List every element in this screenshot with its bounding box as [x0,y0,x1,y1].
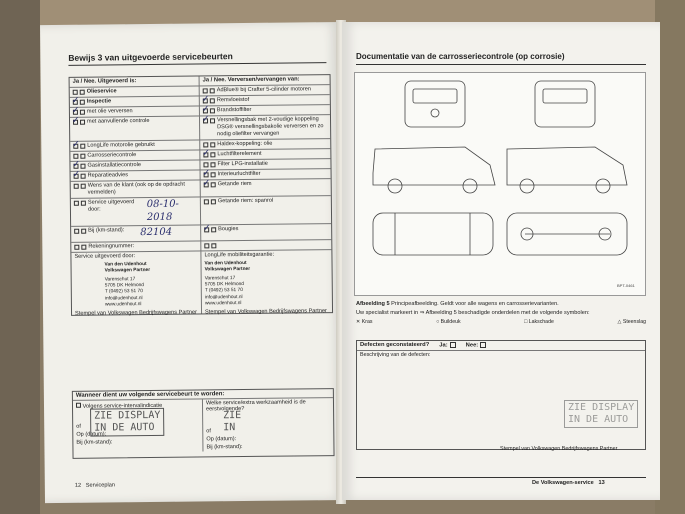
right-stamp-caption: Stempel van Volkswagen Bedrijfswagens Partner [500,446,618,452]
dealer-web-2: www.udenhout.nl [204,300,242,307]
checkbox-no[interactable] [211,243,216,248]
wheel-1 [388,179,402,193]
legend-dent-label: Buildeuk [440,319,461,325]
checkbox[interactable] [204,243,209,248]
stamp-line-1: ZIE DISPLAY [94,409,161,422]
checkbox-no[interactable] [210,99,215,104]
defects-no[interactable] [466,342,487,349]
vehicle-diagram [354,72,646,296]
row-label: Versnellingsbak met 2-voudige koppeling DSG® versnellingsbakolie verversen en zo nodig oliefilter vervangen [216,116,324,138]
dealer-stamp-right [201,250,332,316]
figure-caption [356,301,559,307]
footer-rule [356,477,646,478]
checkbox-no[interactable] [81,184,86,189]
title-rule [68,62,326,66]
checkbox[interactable] [204,182,209,187]
row-cell-left [71,198,201,226]
stamp-label-left: Stempel van Volkswagen Bedrijfswagens Partner [75,309,197,317]
checkbox-no[interactable] [80,120,85,125]
checkbox-no[interactable] [80,154,85,159]
row-label: Rekeningnummer: [88,242,135,250]
table-row [71,196,331,227]
checkbox[interactable] [74,244,79,249]
row-cell-left [70,161,200,171]
left-page-number: 12 [74,482,82,489]
next-right-label: Welke service/extra werkzaamheid is de eerstvolgende? [205,399,306,413]
checkbox[interactable] [74,174,79,179]
zie-display-stamp [90,408,165,437]
row-cell-right [201,169,331,179]
defects-box [356,340,646,450]
yes-checkbox[interactable] [450,342,456,348]
checkbox[interactable] [73,120,78,125]
checkbox-no[interactable] [81,244,86,249]
dealer-phone: T (0492) 53 51 70 [104,289,143,295]
right-footer [532,480,605,486]
checkbox-no[interactable] [211,227,216,232]
rear-window [543,89,587,103]
next-km-left: Bij (km-stand): [76,439,113,446]
row-label: Wens van de klant (ook op de opdracht vermelden) [87,181,185,196]
dealer-email: info@udenhout.nl [104,295,143,302]
service-date-handwritten: 08-10-2018 [146,198,179,223]
next-of-left: of [76,423,81,430]
dealer-city-2: 5705 DK Helmond [204,282,244,288]
row-label: Gasinstallatiecontrole [87,162,142,169]
no-checkbox[interactable] [480,342,486,348]
checkbox[interactable] [203,153,208,158]
dealer-stamp [75,262,151,309]
figure-caption-text: Principeafbeelding. Geldt voor alle wagens en carrosserievarianten. [391,301,559,307]
left-page-title: Bewijs 3 van uitgevoerde servicebeurten [68,51,233,63]
right-page-title: Documentatie van de carrosseriecontrole (op corrosie) [356,52,565,61]
row-cell-right [201,240,331,250]
checkbox-no[interactable] [211,172,216,177]
figure-label: Afbeelding 5 [356,301,390,307]
row-cell-right [201,196,331,224]
van-top-view [373,213,493,255]
row-cell-right [200,159,330,169]
checkbox-no[interactable] [80,144,85,149]
front-badge [431,109,439,117]
row-label: Reparatieadvies [87,172,129,179]
row-cell-left [70,107,200,117]
right-footer-text: De Volkswagen-service [532,480,594,486]
dealer-web: www.udenhout.nl [104,302,142,308]
dealer-sub: Volkswagen Partner [104,267,151,274]
next-km-right: Bij (km-stand): [206,444,243,451]
wheel-3 [520,179,534,193]
wheel-4 [596,179,610,193]
checkbox-no[interactable] [210,119,215,124]
checkbox-no[interactable] [80,164,85,169]
row-label: Filter LPG-installatie [217,160,268,168]
dealer-stamp-left [71,251,202,317]
defects-title: Defecten geconstateerd? [360,342,430,349]
km-handwritten: 82104 [140,226,173,239]
row-label: Bij (km-stand): [88,227,125,234]
dealer-city: 5705 DK Helmond [104,283,144,289]
checkbox-no[interactable] [81,201,86,206]
row-cell-right [200,85,330,95]
dealer-name: Van den Udenhout [104,261,147,267]
dealer-email-2: info@udenhout.nl [204,294,243,301]
row-label: Inspectie [86,98,112,105]
checkbox-no[interactable] [211,199,216,204]
legend-scratch: ✕ Kras [356,319,373,325]
row-cell-left [71,171,201,181]
row-label: Luchtfilterelement [217,150,262,158]
legend-dent: ○ Buildeuk [436,319,461,325]
title-rule-right [356,64,646,65]
next-left-label: Volgens service-intervalindicatie [82,402,163,410]
table-row [70,115,330,142]
next-of-right: of [206,428,211,435]
row-cell-left [71,181,201,198]
wheel-2 [463,179,477,193]
row-cell-left [71,226,201,242]
dealer-sub-2: Volkswagen Partner [204,266,251,273]
yes-label: Ja: [439,342,448,349]
checkbox-no[interactable] [81,174,86,179]
damage-legend [356,319,646,325]
row-label: Olieservice [86,88,117,95]
stamp-line-2: IN DE AUTO [94,421,155,434]
header-left: Ja / Nee. Uitgevoerd is: [70,76,200,87]
van-front-view [405,81,465,127]
checkbox-no[interactable] [80,90,85,95]
stamp-small-line-2: IN [223,422,236,434]
left-footer-text: Serviceplan [85,482,116,489]
checkbox-no[interactable] [211,182,216,187]
row-label: Brandstoffilter [216,107,252,114]
dealer-stamp-row [71,250,332,315]
checkbox[interactable] [203,119,208,124]
dealer-phone-2: T (0492) 53 51 70 [204,288,243,294]
row-label: Getande riem [217,181,252,188]
row-label: Bougies [218,226,239,233]
legend-scratch-label: Kras [361,319,373,325]
defects-header [357,341,645,351]
legend-paint: □ Lakschade [524,319,554,325]
checkbox[interactable] [73,144,78,149]
faded-stamp-line-2: IN DE AUTO [568,414,629,425]
row-cell-right [201,179,331,196]
row-label: Haldex-koppeling: olie [217,140,273,148]
legend-stone: △ Steenslag [617,319,646,325]
left-footer [75,482,115,488]
row-cell-left [70,141,200,151]
row-label: Interieurluchtfilter [217,170,261,178]
dealer-stamp-2 [204,260,250,307]
checkbox-no[interactable] [210,89,215,94]
row-cell-right [200,115,330,139]
row-label: LongLife motorolie gebruikt [87,142,155,149]
windscreen [413,89,457,103]
defects-description-label: Beschrijving van de defecten: [360,351,431,358]
left-page [40,22,345,503]
stamp-small-line-1: ZIE [223,410,242,422]
next-date-left: Op (datum): [76,431,107,438]
zie-stamp-small [220,409,244,435]
row-cell-left [70,151,200,161]
service-by-label: Service uitgevoerd door: [74,252,136,260]
row-cell-right [200,105,330,115]
checkbox-no[interactable] [80,100,85,105]
figure-code: BPT-0461 [617,283,635,288]
legend-paint-label: Lakschade [528,319,554,325]
row-cell-right [201,224,331,240]
row-label: Carrosseriecontrole [87,152,137,159]
row-label: Remvloeistof [216,97,250,104]
row-label: AdBlue® bij Crafter 5-cilinder motoren [216,86,312,94]
checkbox-no[interactable] [210,162,215,167]
checkbox-no[interactable] [210,109,215,114]
row-cell-right [200,149,330,159]
van-outlines-svg [355,73,645,295]
van-rear-view [535,81,595,127]
next-date-right: Op (datum): [206,436,237,443]
zie-display-stamp-faded [564,400,638,428]
checkbox[interactable] [204,199,209,204]
right-page-number: 13 [598,480,605,486]
faded-stamp-line-1: ZIE DISPLAY [568,402,635,413]
checkbox[interactable] [74,184,79,189]
dealer-street-2: Varenschut 17 [204,276,236,282]
row-cell-left [70,117,200,141]
longlife-label: LongLife mobiliteitsgarantie: [204,251,275,258]
right-page [342,22,660,500]
row-cell-left [71,241,201,251]
interval-checkbox[interactable] [76,403,81,408]
row-cell-left [70,87,200,97]
legend-stone-label: Steenslag [622,319,646,325]
row-label: met aanvullende controle [87,118,150,125]
checkbox-no[interactable] [81,229,86,234]
row-cell-right [200,139,330,149]
header-right: Ja / Nee. Verversen/vervangen van: [202,76,300,84]
defects-yes[interactable] [439,342,455,349]
checkbox[interactable] [74,229,79,234]
row-cell-right [200,95,330,105]
row-label: Getande riem: spanrol [217,197,274,205]
table-surface-left [0,0,40,514]
checkbox-no[interactable] [80,110,85,115]
checkbox[interactable] [74,201,79,206]
row-label: Service uitgevoerd door: [87,199,135,213]
figure-caption-2: Uw specialist markeert in ⇒ Afbeelding 5 beschadigde onderdelen met de volgende symbolen: [356,310,590,316]
dealer-street: Varenschut 17 [104,277,136,283]
checkbox-no[interactable] [210,152,215,157]
checkbox[interactable] [204,227,209,232]
no-label: Nee: [465,342,479,349]
row-label: met olie verversen [86,108,133,115]
service-table [69,74,333,315]
van-side-left [373,147,495,185]
next-service-title: Wanneer dient uw volgende servicebeurt te worden: [73,389,333,401]
dealer-name-2: Van den Udenhout [204,260,247,266]
checkbox-no[interactable] [210,142,215,147]
row-cell-left [70,97,200,107]
stamp-label-right: Stempel van Volkswagen Bedrijfswagens Partner [205,308,327,316]
